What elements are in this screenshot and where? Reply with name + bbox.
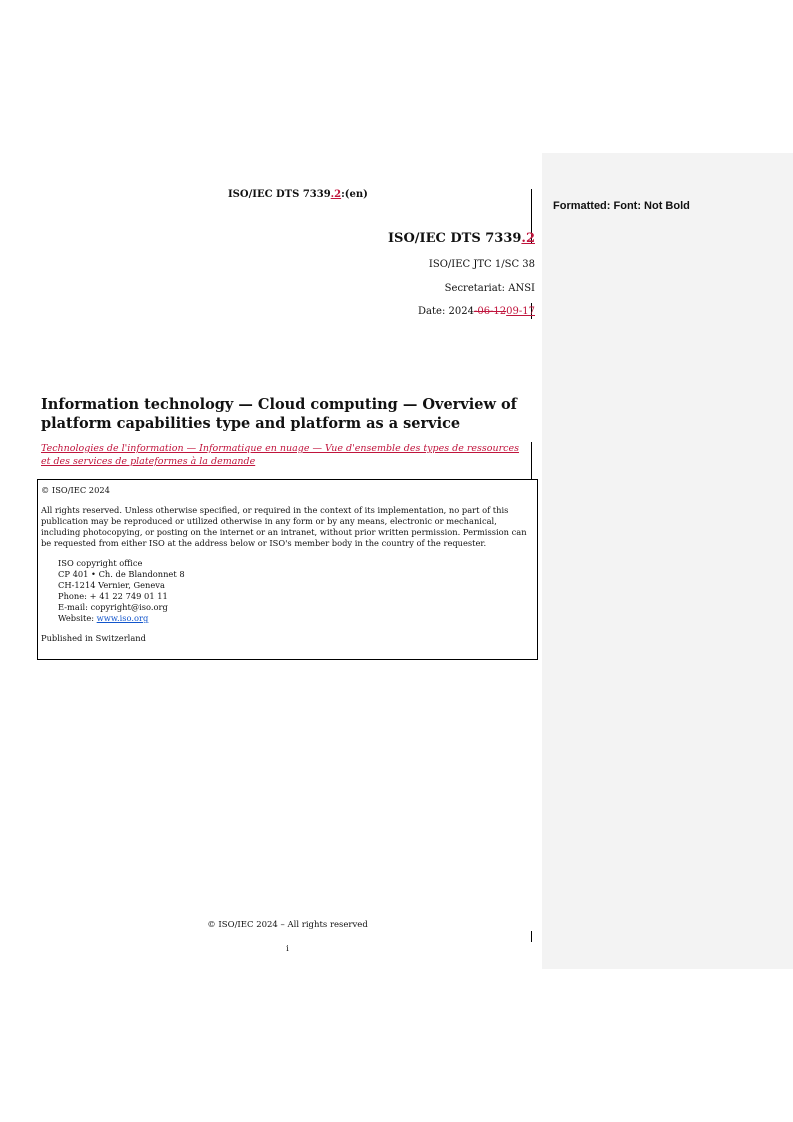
doc-number-text: ISO/IEC DTS 7339 (387, 231, 522, 246)
change-bar (531, 931, 532, 942)
website-line (58, 613, 534, 624)
comment-pane (542, 153, 793, 969)
copyright-notice: All rights reserved. Unless otherwise specified, or required in the context of its implementation, no part of this publication may be reproduced or utilized otherwise in any form or by any means, electronic or mechanical, including photocopying, or posting on the internet or an intranet, without prior written permission. Permission can be requested from either ISO at the address below or ISO's member body in the country of the requester. (41, 505, 527, 548)
date (418, 306, 535, 317)
deleted-text: -06-12 (473, 306, 507, 317)
address-line: CP 401 • Ch. de Blandonnet 8 (58, 569, 185, 579)
address-line: CH-1214 Vernier, Geneva (58, 580, 165, 590)
inserted-text: .2 (521, 231, 535, 246)
copyright-line: © ISO/IEC 2024 (41, 485, 110, 495)
footer-copyright: © ISO/IEC 2024 – All rights reserved (207, 920, 368, 930)
website-link[interactable]: www.iso.org (96, 613, 149, 623)
header-code: ISO/IEC DTS 7339 (228, 189, 331, 200)
website-label: Website: (58, 613, 97, 623)
header-suffix: :(en) (341, 189, 368, 200)
document-title: Information technology — Cloud computing — Overview of platform capabilities type and platform as a service (41, 396, 517, 432)
inserted-text: 09-17 (506, 306, 535, 317)
french-title: Technologies de l'information — Informatique en nuage — Vue d'ensemble des types de ressources et des services de plateformes à la demande (41, 443, 519, 467)
copyright-box (37, 479, 538, 660)
address-line: E-mail: copyright@iso.org (58, 602, 168, 612)
published-in: Published in Switzerland (41, 633, 146, 643)
inserted-text: .2 (330, 189, 342, 200)
page-number: i (286, 944, 289, 954)
address-line: ISO copyright office (58, 558, 143, 568)
change-bar (531, 442, 532, 479)
comment-balloon[interactable]: Formatted: Font: Not Bold (553, 200, 690, 212)
date-prefix: Date: 2024 (418, 306, 474, 317)
secretariat: Secretariat: ANSI (444, 283, 535, 294)
address-line: Phone: + 41 22 749 01 11 (58, 591, 168, 601)
address-block (41, 558, 534, 624)
running-header (228, 189, 368, 200)
committee: ISO/IEC JTC 1/SC 38 (428, 259, 535, 270)
document-number (388, 231, 535, 246)
